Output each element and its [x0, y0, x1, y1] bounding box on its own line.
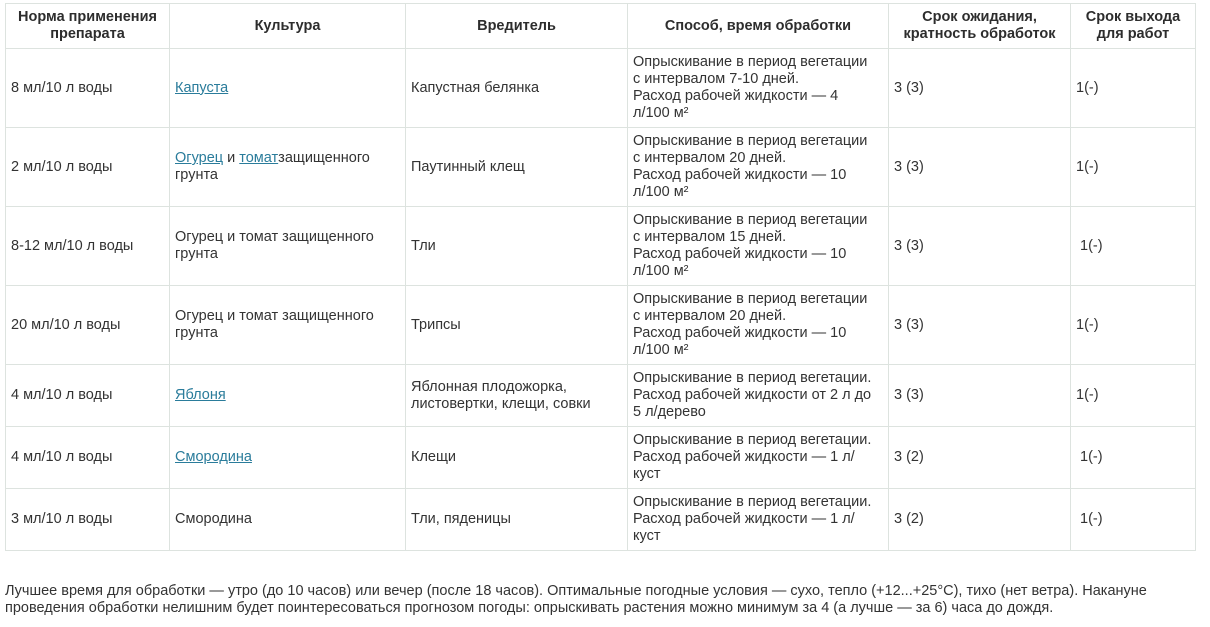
method-cell	[628, 489, 889, 551]
norm-cell: 8 мл/10 л воды	[6, 49, 170, 128]
table-row	[6, 286, 1196, 365]
pest-cell: Яблонная плодожорка, листовертки, клещи, совки	[406, 365, 628, 427]
method-line: Опрыскивание в период вегетации	[633, 54, 868, 70]
method-line: с интервалом 20 дней.	[633, 308, 787, 324]
method-line: Опрыскивание в период вегетации.	[633, 494, 872, 510]
method-cell	[628, 49, 889, 128]
pest-cell: Паутинный клещ	[406, 128, 628, 207]
method-line: Опрыскивание в период вегетации.	[633, 432, 872, 448]
method-cell	[628, 128, 889, 207]
pest-cell: Клещи	[406, 427, 628, 489]
method-line: Расход рабочей жидкости — 10	[633, 167, 847, 183]
treatment-table	[5, 3, 1196, 551]
table-row	[6, 365, 1196, 427]
note-line: проведения обработки нелишним будет поинтересоваться прогнозом погоды: опрыскивать растения можно минимум за 4 (а лучше — за 6) часа до дождя.	[5, 600, 1054, 616]
pest-cell: Тли, пяденицы	[406, 489, 628, 551]
crop-link[interactable]: Яблоня	[175, 387, 226, 403]
crop-cell: Огурец и томат защищенного грунта	[170, 286, 406, 365]
crop-text: и	[223, 150, 240, 166]
norm-cell: 4 мл/10 л воды	[6, 427, 170, 489]
norm-cell: 20 мл/10 л воды	[6, 286, 170, 365]
wait-cell: 3 (3)	[889, 365, 1071, 427]
method-cell	[628, 427, 889, 489]
header-norm: Норма применения препарата	[6, 4, 170, 49]
wait-cell: 3 (3)	[889, 49, 1071, 128]
header-method: Способ, время обработки	[628, 4, 889, 49]
exit-cell: 1(-)	[1071, 489, 1196, 551]
exit-cell: 1(-)	[1071, 128, 1196, 207]
method-line: л/100 м²	[633, 342, 689, 358]
crop-cell	[170, 427, 406, 489]
crop-text: защищенного грунта	[175, 150, 370, 183]
method-line: Опрыскивание в период вегетации	[633, 133, 868, 149]
norm-cell: 8-12 мл/10 л воды	[6, 207, 170, 286]
method-line: Расход рабочей жидкости — 4	[633, 88, 839, 104]
norm-cell: 4 мл/10 л воды	[6, 365, 170, 427]
method-line: Опрыскивание в период вегетации	[633, 212, 868, 228]
crop-cell: Смородина	[170, 489, 406, 551]
exit-cell: 1(-)	[1071, 427, 1196, 489]
crop-link[interactable]: Капуста	[175, 79, 229, 96]
crop-link[interactable]: Смородина	[175, 449, 252, 465]
method-line: Расход рабочей жидкости — 10	[633, 325, 847, 341]
wait-cell: 3 (3)	[889, 207, 1071, 286]
method-line: Опрыскивание в период вегетации	[633, 291, 868, 307]
table-row	[6, 128, 1196, 207]
crop-cell	[170, 365, 406, 427]
method-line: Расход рабочей жидкости — 10	[633, 246, 847, 262]
method-line: л/100 м²	[633, 263, 689, 279]
pest-cell: Капустная белянка	[406, 49, 628, 128]
crop-cell	[170, 49, 406, 128]
pest-cell: Трипсы	[406, 286, 628, 365]
method-line: 5 л/дерево	[633, 404, 706, 420]
method-line: л/100 м²	[633, 184, 689, 200]
method-cell	[628, 286, 889, 365]
method-cell	[628, 365, 889, 427]
header-pest: Вредитель	[406, 4, 628, 49]
method-line: с интервалом 7-10 дней.	[633, 71, 799, 87]
norm-cell: 2 мл/10 л воды	[6, 128, 170, 207]
exit-cell: 1(-)	[1071, 286, 1196, 365]
note-line: Лучшее время для обработки — утро (до 10 часов) или вечер (после 18 часов). Оптимальные погодные условия — сухо, тепло (+12...+25°C), тихо (нет ветра). Накануне	[5, 583, 1147, 599]
crop-link[interactable]: томат	[239, 150, 279, 166]
crop-cell	[170, 128, 406, 207]
wait-cell: 3 (3)	[889, 286, 1071, 365]
method-line: с интервалом 15 дней.	[633, 229, 787, 245]
method-line: Расход рабочей жидкости от 2 л до	[633, 387, 872, 403]
exit-cell: 1(-)	[1071, 207, 1196, 286]
header-wait: Срок ожидания, кратность обработок	[889, 4, 1071, 49]
exit-cell: 1(-)	[1071, 49, 1196, 128]
method-line: куст	[633, 466, 661, 482]
table-row	[6, 489, 1196, 551]
table-header-row	[6, 4, 1196, 49]
method-line: Расход рабочей жидкости — 1 л/	[633, 511, 855, 527]
header-crop: Культура	[170, 4, 406, 49]
pest-cell: Тли	[406, 207, 628, 286]
table-row	[6, 49, 1196, 128]
table-row	[6, 207, 1196, 286]
method-line: л/100 м²	[633, 105, 689, 121]
wait-cell: 3 (3)	[889, 128, 1071, 207]
header-exit: Срок выхода для работ	[1071, 4, 1196, 49]
method-line: куст	[633, 528, 661, 544]
crop-cell: Огурец и томат защищенного грунта	[170, 207, 406, 286]
crop-link[interactable]: Огурец	[175, 150, 224, 166]
wait-cell: 3 (2)	[889, 427, 1071, 489]
norm-cell: 3 мл/10 л воды	[6, 489, 170, 551]
treatment-note	[5, 583, 1205, 617]
exit-cell: 1(-)	[1071, 365, 1196, 427]
method-cell	[628, 207, 889, 286]
method-line: с интервалом 20 дней.	[633, 150, 787, 166]
table-row	[6, 427, 1196, 489]
wait-cell: 3 (2)	[889, 489, 1071, 551]
method-line: Расход рабочей жидкости — 1 л/	[633, 449, 855, 465]
method-line: Опрыскивание в период вегетации.	[633, 370, 872, 386]
